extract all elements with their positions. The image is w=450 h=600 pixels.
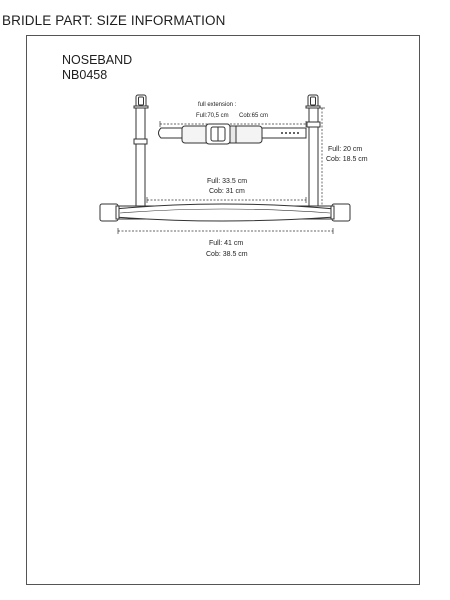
right-cheek-strap [306, 95, 320, 208]
span-cob: Cob: 31 cm [209, 188, 245, 195]
noseband-cob: Cob: 38.5 cm [206, 251, 248, 258]
noseband-dimension [118, 228, 333, 234]
noseband-full: Full: 41 cm [209, 240, 244, 247]
noseband-band [100, 204, 350, 221]
cheek-cob: Cob: 18.5 cm [326, 156, 368, 163]
span-dimension [147, 197, 306, 203]
adjustable-strap [159, 124, 307, 144]
page-title: BRIDLE PART: SIZE INFORMATION [2, 13, 226, 28]
extension-title: full extension : [198, 102, 237, 108]
product-code: NB0458 [62, 68, 108, 82]
extension-cob: Cob:65 cm [239, 113, 269, 119]
span-full: Full: 33.5 cm [207, 178, 248, 185]
cheek-full: Full: 20 cm [328, 146, 363, 153]
extension-full: Full:70,5 cm [196, 113, 229, 119]
left-cheek-strap [134, 95, 148, 208]
product-name: NOSEBAND [62, 53, 133, 67]
